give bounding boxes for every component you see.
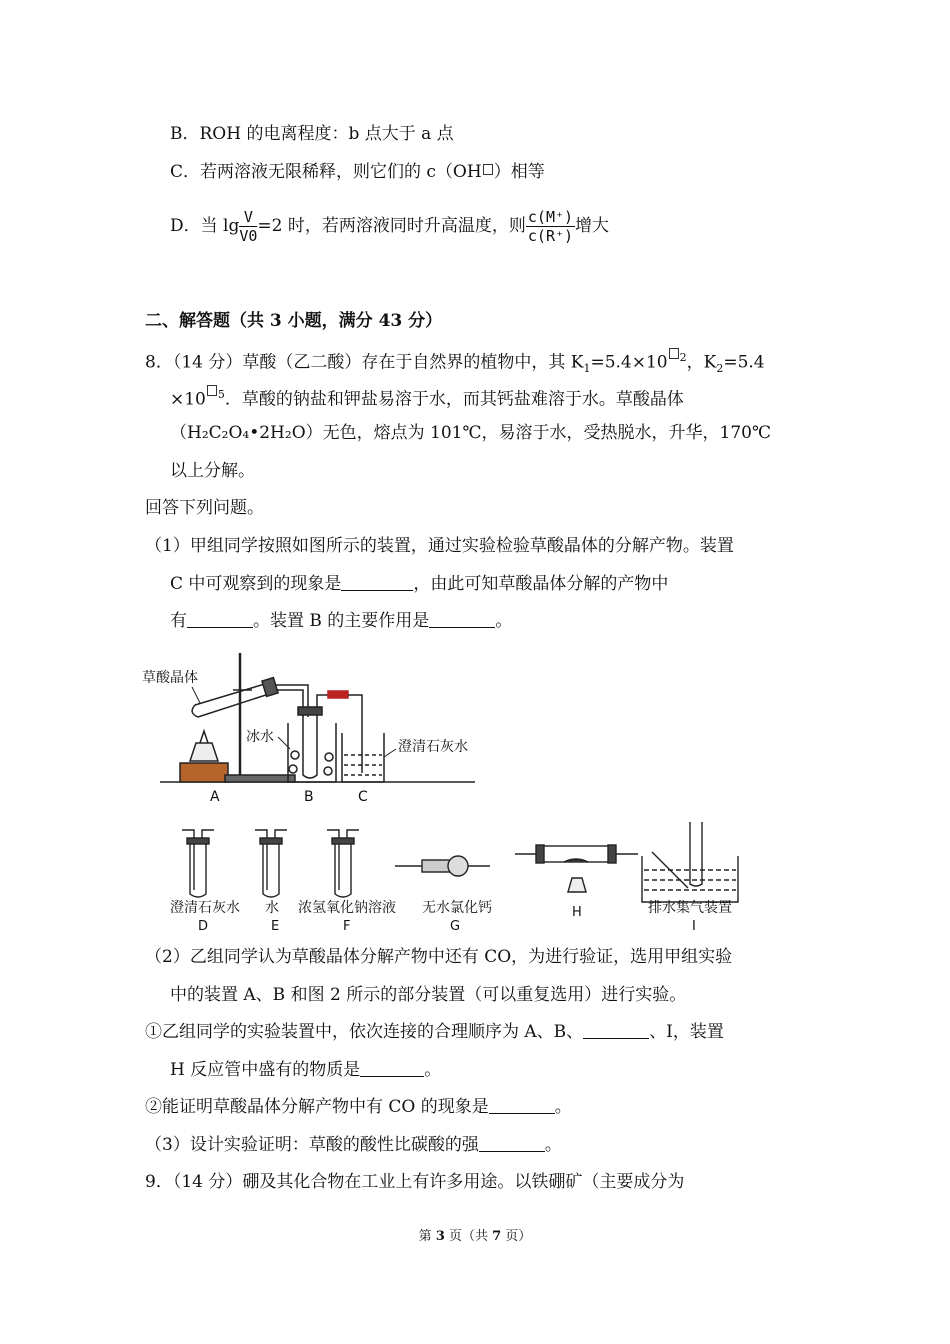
- k2-exponent: 5: [206, 388, 225, 401]
- alcohol-lamp: [190, 743, 218, 761]
- lamp-flame: [200, 731, 208, 743]
- label-f: F: [343, 919, 351, 934]
- answer-blank-b-purpose[interactable]: [429, 611, 495, 628]
- wash-bottle-e: [263, 844, 279, 897]
- q8-part2a-line2: H 反应管中盛有的物质是 。: [170, 1060, 442, 1080]
- wash-bottle-f: [335, 844, 351, 897]
- fraction-v-v0: $\frac{V}{V0}$: [239, 208, 258, 245]
- label-f-name: 浓氢氧化钠溶液: [298, 900, 396, 916]
- label-i: I: [692, 919, 696, 934]
- label-crystal: 草酸晶体: [142, 670, 198, 686]
- wash-bottle-d: [190, 844, 206, 897]
- minus-glyph-box: [483, 164, 493, 175]
- collecting-tube-i: [690, 822, 702, 886]
- option-d: D．当 lg $\frac{V}{V0}$ =2 时，若两溶液同时升高温度，则 $\frac{c(M^+)}{c(R^+)}$ 增大: [170, 208, 610, 245]
- q8-part1-line2: C 中可观察到的现象是 ，由此可知草酸晶体分解的产物中: [170, 574, 669, 594]
- page-number: 3: [435, 1229, 445, 1244]
- label-i-name: 排水集气装置: [648, 900, 732, 916]
- label-c: C: [358, 789, 368, 805]
- q8-part2a-line1: ①乙组同学的实验装置中，依次连接的合理顺序为 A、B、 、I，装置: [145, 1022, 724, 1042]
- tube-bc: [317, 695, 328, 707]
- q8-prompt: 回答下列问题。: [145, 498, 264, 518]
- rubber-connector: [328, 691, 348, 698]
- label-h: H: [572, 905, 582, 920]
- q8-line2: ×10 $^5$．草酸的钠盐和钾盐易溶于水，而其钙盐难溶于水。草酸晶体: [170, 384, 684, 411]
- answer-blank-acidity[interactable]: [479, 1135, 545, 1152]
- label-limewater: 澄清石灰水: [398, 739, 468, 755]
- burner-h: [568, 878, 586, 892]
- page-footer: 第 3 页（共 7 页）: [418, 1229, 532, 1244]
- q9-line1: 9．（14 分）硼及其化合物在工业上有许多用途。以铁硼矿（主要成分为: [145, 1172, 685, 1192]
- label-d-name: 澄清石灰水: [170, 900, 240, 916]
- label-g-name: 无水氯化钙: [422, 900, 492, 916]
- figure-apparatus-abc: [140, 645, 490, 805]
- test-tube-a: [192, 683, 272, 717]
- q8-part1-line3: 有 。装置 B 的主要作用是 。: [170, 611, 513, 631]
- stand-base: [225, 775, 295, 782]
- figure-apparatus-d-to-i: [160, 818, 760, 934]
- u-tube-b: [303, 715, 317, 778]
- label-a: A: [210, 789, 220, 805]
- label-e-name: 水: [265, 900, 279, 916]
- page-total: 7: [492, 1229, 502, 1244]
- answer-blank-c-phenomenon[interactable]: [341, 574, 413, 591]
- wooden-block: [180, 763, 228, 782]
- drying-tube-g: [422, 860, 450, 872]
- answer-blank-product[interactable]: [187, 611, 253, 628]
- answer-blank-h-substance[interactable]: [360, 1060, 424, 1077]
- fraction-cm-cr: $\frac{c(M^+)}{c(R^+)}$: [527, 208, 574, 245]
- stopper-b: [298, 707, 322, 715]
- q8-part3: （3）设计实验证明：草酸的酸性比碳酸的强 。: [145, 1135, 562, 1155]
- beaker-c: [342, 733, 384, 782]
- option-b: B．ROH 的电离程度：b 点大于 a 点: [170, 124, 454, 144]
- section-title: 二、解答题（共 3 小题，满分 43 分）: [145, 311, 443, 331]
- label-ice-water: 冰水: [246, 729, 274, 745]
- k1-exponent: 2: [668, 351, 687, 364]
- q8-part1-line1: （1）甲组同学按照如图所示的装置，通过实验检验草酸晶体的分解产物。装置: [145, 536, 734, 556]
- q8-line1: 8．（14 分）草酸（乙二酸）存在于自然界的植物中，其 $K_1=5.4\times 10$ $^2$，$K_2=5.4$: [145, 347, 765, 380]
- stopper-a: [262, 678, 278, 697]
- answer-blank-co-evidence[interactable]: [489, 1097, 555, 1114]
- label-e: E: [271, 919, 280, 934]
- q8-line4: 以上分解。: [170, 461, 255, 481]
- option-c: C．若两溶液无限稀释，则它们的 c（OH ）相等: [170, 162, 545, 182]
- q8-part2-line1: （2）乙组同学认为草酸晶体分解产物中还有 CO，为进行验证，选用甲组实验: [145, 947, 733, 967]
- answer-blank-order[interactable]: [583, 1022, 649, 1039]
- label-b: B: [304, 789, 314, 805]
- q8-part2-line2: 中的装置 A、B 和图 2 所示的部分装置（可以重复选用）进行实验。: [170, 985, 687, 1005]
- tube-into-c: [348, 695, 362, 773]
- label-d: D: [198, 919, 209, 934]
- q8-line3: （H₂C₂O₄•2H₂O）无色，熔点为 101℃，易溶于水，受热脱水，升华，170℃: [170, 423, 771, 443]
- q8-part2b: ②能证明草酸晶体分解产物中有 CO 的现象是 。: [145, 1097, 572, 1117]
- label-g: G: [450, 919, 461, 934]
- drying-bulb-g: [448, 856, 468, 876]
